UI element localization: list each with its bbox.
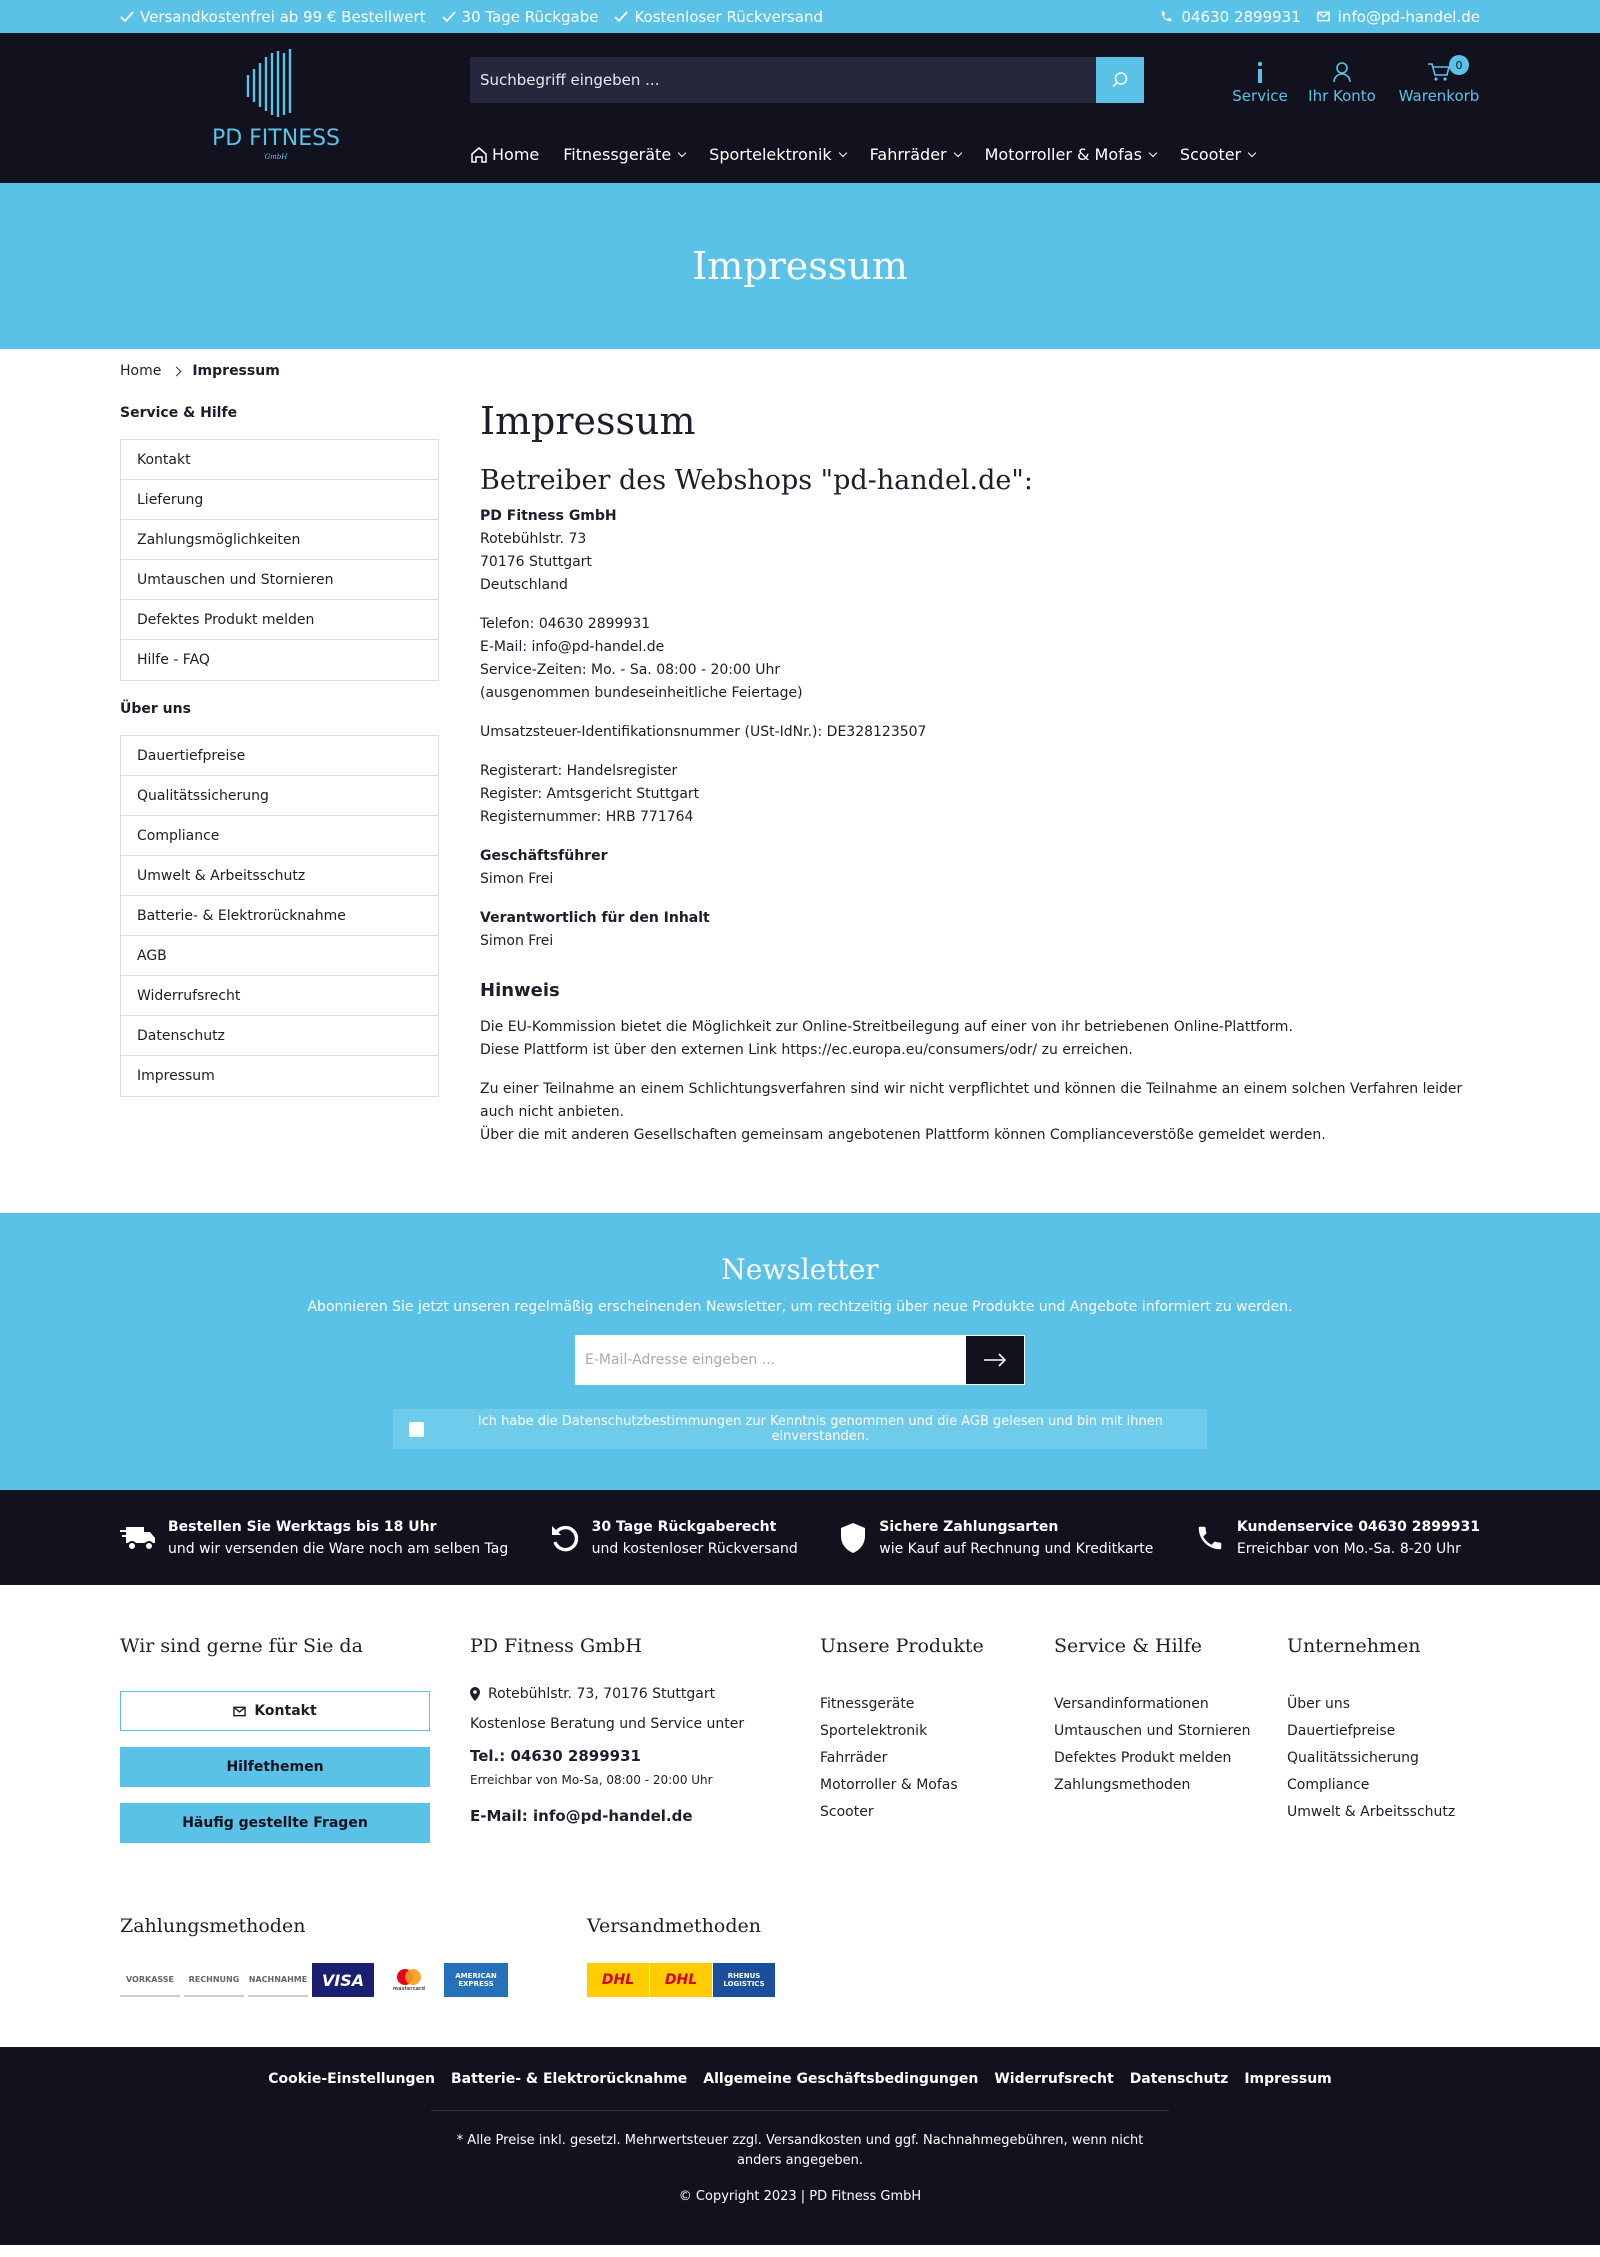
- newsletter-form: [575, 1335, 1025, 1385]
- notice-heading: Hinweis: [480, 980, 560, 1001]
- usp-title: Sichere Zahlungsarten: [879, 1518, 1059, 1535]
- footer-link[interactable]: Über uns: [1287, 1696, 1350, 1712]
- breadcrumb-current: Impressum: [192, 363, 280, 379]
- usp-text: und kostenloser Rückversand: [591, 1540, 798, 1557]
- nav-fitnessgeraete[interactable]: [563, 145, 685, 164]
- address-text: Rotebühlstr. 73, 70176 Stuttgart: [488, 1686, 716, 1702]
- home-icon: [470, 147, 488, 163]
- chevron-down-icon: [1248, 148, 1256, 156]
- search-input[interactable]: [470, 57, 1096, 103]
- legal-links: [0, 2047, 1600, 2087]
- address-block: [480, 505, 1480, 597]
- sidebar-item-datenschutz[interactable]: Datenschutz: [121, 1016, 438, 1056]
- usp-text: Kostenloser Rückversand: [634, 7, 823, 26]
- help-topics-button[interactable]: Hilfethemen: [120, 1747, 430, 1787]
- usp-service: [1195, 1516, 1480, 1560]
- footer-link[interactable]: Scooter: [820, 1804, 874, 1820]
- payment-logo-amex: AMERICAN EXPRESS: [444, 1963, 508, 1997]
- shipping-logo-rhenus: RHENUS LOGISTICS: [713, 1963, 775, 1997]
- register-number: Registernummer: HRB 771764: [480, 809, 694, 825]
- phone-icon: [1195, 1523, 1225, 1553]
- sidebar-list-about: [120, 735, 439, 1097]
- footer-link[interactable]: Umtauschen und Stornieren: [1054, 1723, 1251, 1739]
- register-type: Registerart: Handelsregister: [480, 763, 678, 779]
- sidebar-item-qualitaet[interactable]: Qualitätssicherung: [121, 776, 438, 816]
- usp-return: [442, 8, 599, 26]
- search-button[interactable]: [1096, 57, 1144, 103]
- topbar-email-link[interactable]: [1317, 8, 1480, 26]
- sidebar-item-lieferung[interactable]: Lieferung: [121, 480, 438, 520]
- nav-sportelektronik[interactable]: [709, 145, 846, 164]
- link-imprint[interactable]: Impressum: [1244, 2071, 1332, 2087]
- usp-bar: [0, 1490, 1600, 1585]
- footer-link[interactable]: Umwelt & Arbeitsschutz: [1287, 1804, 1456, 1820]
- logo-sub: GmbH: [264, 153, 288, 161]
- header: [0, 33, 1600, 183]
- user-icon: [1332, 61, 1352, 83]
- payment-logo-mastercard: [378, 1963, 440, 1997]
- footer-help: [120, 1635, 430, 1859]
- phone-icon: [1160, 10, 1173, 23]
- shipping-logo-dhl-nachnahme: DHL: [650, 1963, 712, 1997]
- cart-label: Warenkorb: [1398, 87, 1480, 105]
- nav-label: Motorroller & Mofas: [984, 145, 1142, 164]
- footer-products: [820, 1635, 984, 1826]
- logo[interactable]: [196, 47, 356, 167]
- chevron-down-icon: [1149, 148, 1157, 156]
- responsible-block: [480, 907, 1480, 953]
- mail-icon: [1317, 11, 1330, 22]
- link-terms[interactable]: Allgemeine Geschäftsbedingungen: [703, 2071, 979, 2087]
- sidebar-item-impressum[interactable]: Impressum: [137, 1068, 215, 1084]
- sidebar-item-faq[interactable]: Hilfe - FAQ: [137, 652, 210, 668]
- mastercard-text: mastercard: [392, 1986, 426, 1992]
- newsletter-title: Newsletter: [721, 1253, 879, 1286]
- footer-link[interactable]: Versandinformationen: [1054, 1696, 1209, 1712]
- vat-id: Umsatzsteuer-Identifikationsnummer (USt-IdNr.): DE328123507: [480, 724, 927, 740]
- chevron-down-icon: [953, 148, 961, 156]
- footer-link[interactable]: Qualitätssicherung: [1287, 1750, 1419, 1766]
- responsible-name: Simon Frei: [480, 933, 554, 949]
- cart-icon: [1427, 62, 1451, 82]
- bottom-bar: [0, 2047, 1600, 2245]
- newsletter-section: [0, 1213, 1600, 1490]
- breadcrumb: [120, 363, 280, 379]
- usp-shipping: [120, 1516, 508, 1560]
- sidebar-item-zahlung[interactable]: Zahlungsmöglichkeiten: [121, 520, 438, 560]
- chevron-right-icon: [172, 366, 182, 376]
- payment-logo-visa: VISA: [312, 1963, 374, 1997]
- nav-home[interactable]: [470, 145, 539, 164]
- shipping-logo-dhl-gogreen: DHL: [587, 1963, 649, 1997]
- sidebar-item-umwelt[interactable]: Umwelt & Arbeitsschutz: [121, 856, 438, 896]
- topbar-phone-link[interactable]: [1160, 8, 1300, 26]
- newsletter-submit-button[interactable]: [965, 1335, 1025, 1385]
- notice-paragraph-1: [480, 1016, 1480, 1062]
- copyright: © Copyright 2023 | PD Fitness GmbH: [678, 2189, 922, 2204]
- contact-block: [480, 613, 1480, 705]
- country: Deutschland: [480, 577, 568, 593]
- usp-payment: [839, 1516, 1153, 1560]
- street: Rotebühlstr. 73: [480, 531, 587, 547]
- sidebar: [120, 405, 439, 1117]
- link-battery-return[interactable]: Batterie- & Elektrorücknahme: [451, 2071, 688, 2087]
- nav-label: Fitnessgeräte: [563, 145, 672, 164]
- ceo-name: Simon Frei: [480, 871, 554, 887]
- register-block: [480, 760, 1480, 829]
- payment-logo-vorkasse: VORKASSE: [120, 1963, 180, 1997]
- operator-heading: Betreiber des Webshops "pd-handel.de":: [480, 465, 1033, 496]
- phone-text: Telefon: 04630 2899931: [480, 616, 651, 632]
- notice-text: Die EU-Kommission bietet die Möglichkeit zur Online-Streitbeilegung auf einer von ihr betriebenen Online-Plattform.: [480, 1019, 1293, 1035]
- nav-label: Sportelektronik: [709, 145, 832, 164]
- ceo-block: [480, 845, 1480, 891]
- footer-link[interactable]: Defektes Produkt melden: [1054, 1750, 1232, 1766]
- footer-mail[interactable]: E-Mail: info@pd-handel.de: [470, 1807, 693, 1825]
- search-bar: [470, 57, 1144, 103]
- return-icon: [550, 1523, 580, 1553]
- sidebar-item-kontakt[interactable]: Kontakt: [121, 440, 438, 480]
- footer-link[interactable]: Dauertiefpreise: [1287, 1723, 1396, 1739]
- usp-return: [550, 1516, 798, 1560]
- payment-title: Zahlungsmethoden: [120, 1915, 306, 1937]
- breadcrumb-home[interactable]: Home: [120, 363, 162, 379]
- footer-reach: Erreichbar von Mo-Sa, 08:00 - 20:00 Uhr: [470, 1773, 713, 1787]
- account-label: Ihr Konto: [1308, 87, 1376, 105]
- topbar-email: info@pd-handel.de: [1337, 7, 1480, 26]
- responsible-label: Verantwortlich für den Inhalt: [480, 910, 710, 926]
- sidebar-item-umtauschen[interactable]: Umtauschen und Stornieren: [121, 560, 438, 600]
- usp-free-shipping: [120, 8, 426, 26]
- divider: [431, 2110, 1169, 2111]
- footer-link[interactable]: Sportelektronik: [820, 1723, 928, 1739]
- account-link[interactable]: [1293, 57, 1391, 105]
- check-icon: [120, 11, 134, 23]
- city: 70176 Stuttgart: [480, 554, 592, 570]
- arrow-right-icon: [983, 1353, 1007, 1367]
- newsletter-email-input[interactable]: [575, 1335, 965, 1385]
- sidebar-item-dauertiefpreise[interactable]: Dauertiefpreise: [121, 736, 438, 776]
- usp-title: Bestellen Sie Werktags bis 18 Uhr: [168, 1518, 437, 1535]
- nav-fahrraeder[interactable]: [870, 145, 961, 164]
- footer-service: [1054, 1635, 1250, 1799]
- contact-button[interactable]: [120, 1691, 430, 1731]
- consent-checkbox[interactable]: [409, 1422, 424, 1437]
- link-cookie-settings[interactable]: Cookie-Einstellungen: [268, 2071, 435, 2087]
- usp-free-return: [614, 8, 823, 26]
- usp-title: Kundenservice 04630 2899931: [1236, 1518, 1480, 1535]
- usp-text: und wir versenden die Ware noch am selben Tag: [168, 1540, 509, 1557]
- map-pin-icon: [470, 1687, 480, 1701]
- mastercard-icon: [394, 1968, 424, 1986]
- footer: [120, 1585, 1480, 2047]
- footer-address: [470, 1683, 744, 1705]
- page-title: Impressum: [480, 399, 696, 443]
- notice-paragraph-2: [480, 1078, 1480, 1147]
- topbar: [0, 0, 1600, 33]
- usp-title: 30 Tage Rückgaberecht: [591, 1518, 777, 1535]
- newsletter-consent: [393, 1409, 1207, 1449]
- ceo-label: Geschäftsführer: [480, 848, 608, 864]
- cart-count-badge: 0: [1449, 55, 1469, 75]
- impressum-content: [480, 399, 1480, 1163]
- company-name: PD Fitness GmbH: [480, 508, 617, 524]
- service-label: Service: [1232, 87, 1288, 105]
- hero-title: Impressum: [692, 244, 908, 288]
- topbar-phone: 04630 2899931: [1181, 7, 1301, 26]
- nav-scooter[interactable]: [1180, 145, 1255, 164]
- nav-label: Scooter: [1179, 145, 1242, 164]
- footer-company: [470, 1635, 744, 1827]
- sidebar-heading-service: Service & Hilfe: [120, 405, 238, 421]
- truck-icon: [120, 1524, 156, 1552]
- sidebar-heading-about: Über uns: [120, 701, 191, 717]
- footer-link[interactable]: Fitnessgeräte: [820, 1696, 915, 1712]
- sidebar-item-compliance[interactable]: Compliance: [121, 816, 438, 856]
- consult-text: Kostenlose Beratung und Service unter: [470, 1716, 745, 1732]
- payment-logo-nachnahme: NACHNAHME: [248, 1963, 308, 1997]
- footer-products-title: Unsere Produkte: [820, 1635, 984, 1657]
- usp-text: wie Kauf auf Rechnung und Kreditkarte: [879, 1540, 1154, 1557]
- check-icon: [614, 11, 628, 23]
- main-nav: [470, 145, 1255, 164]
- shipping-methods: [587, 1915, 775, 1997]
- footer-tel[interactable]: Tel.: 04630 2899931: [470, 1747, 641, 1765]
- nav-label: Fahrräder: [869, 145, 947, 164]
- service-link[interactable]: [1227, 57, 1293, 105]
- notice-text: Zu einer Teilnahme an einem Schlichtungsverfahren sind wir nicht verpflichtet und können die Teilnahme an einem solchen Verfahren leider auch nicht anbieten.: [480, 1081, 1463, 1120]
- page-hero: [0, 183, 1600, 349]
- usp-text: Versandkostenfrei ab 99 € Bestellwert: [140, 7, 426, 26]
- nav-motorroller[interactable]: [985, 145, 1156, 164]
- info-icon: [1255, 61, 1265, 83]
- email-text: E-Mail: info@pd-handel.de: [480, 639, 665, 655]
- holidays-note: (ausgenommen bundeseinheitliche Feiertage): [480, 685, 803, 701]
- nav-label: Home: [492, 145, 540, 164]
- footer-link[interactable]: Motorroller & Mofas: [820, 1777, 958, 1793]
- footer-company-title: PD Fitness GmbH: [470, 1635, 642, 1657]
- contact-button-label: Kontakt: [254, 1703, 317, 1719]
- footer-company-links: [1287, 1635, 1455, 1826]
- sidebar-list-service: [120, 439, 439, 681]
- footer-link[interactable]: Zahlungsmethoden: [1054, 1777, 1191, 1793]
- search-icon: [1111, 71, 1129, 89]
- price-note: * Alle Preise inkl. gesetzl. Mehrwertsteuer zzgl. Versandkosten und ggf. Nachnahmegebühren, wenn nicht anders angegeben.: [456, 2133, 1144, 2168]
- main-content: [120, 349, 1480, 1213]
- sidebar-item-agb[interactable]: AGB: [121, 936, 438, 976]
- notice-text: Diese Plattform ist über den externen Link https://ec.europa.eu/consumers/odr/ zu erreichen.: [480, 1042, 1133, 1058]
- newsletter-subtitle: Abonnieren Sie jetzt unseren regelmäßig erscheinenden Newsletter, um rechtzeitig über neue Produkte und Angebote informiert zu werden.: [307, 1299, 1293, 1315]
- payment-methods: [120, 1915, 508, 1997]
- usp-text: Erreichbar von Mo.-Sa. 8-20 Uhr: [1236, 1540, 1461, 1557]
- consent-text: Ich habe die Datenschutzbestimmungen zur Kenntnis genommen und die AGB gelesen und bin mit ihnen einverstanden.: [477, 1414, 1163, 1444]
- footer-company-links-title: Unternehmen: [1287, 1635, 1421, 1657]
- sidebar-item-defekt[interactable]: Defektes Produkt melden: [121, 600, 438, 640]
- payment-logo-rechnung: RECHNUNG: [184, 1963, 244, 1997]
- check-icon: [442, 11, 456, 23]
- mail-icon: [233, 1706, 246, 1717]
- footer-link[interactable]: Fahrräder: [820, 1750, 888, 1766]
- link-privacy[interactable]: Datenschutz: [1129, 2071, 1229, 2087]
- footer-service-title: Service & Hilfe: [1054, 1635, 1203, 1657]
- sidebar-item-widerruf[interactable]: Widerrufsrecht: [121, 976, 438, 1016]
- faq-button[interactable]: Häufig gestellte Fragen: [120, 1803, 430, 1843]
- logo-text: PD FITNESS: [211, 126, 341, 151]
- notice-text: Über die mit anderen Gesellschaften gemeinsam angebotenen Plattform können Complianceverstöße gemeldet werden.: [480, 1127, 1326, 1143]
- usp-text: 30 Tage Rückgabe: [461, 7, 599, 26]
- logo-mark: [196, 47, 356, 167]
- footer-help-title: Wir sind gerne für Sie da: [120, 1635, 363, 1657]
- shipping-title: Versandmethoden: [587, 1915, 761, 1937]
- link-withdrawal[interactable]: Widerrufsrecht: [994, 2071, 1114, 2087]
- register-court: Register: Amtsgericht Stuttgart: [480, 786, 700, 802]
- footer-link[interactable]: Compliance: [1287, 1777, 1370, 1793]
- chevron-down-icon: [678, 148, 686, 156]
- service-hours: Service-Zeiten: Mo. - Sa. 08:00 - 20:00 Uhr: [480, 662, 781, 678]
- cart-link[interactable]: [1391, 57, 1487, 105]
- shield-icon: [839, 1522, 867, 1554]
- sidebar-item-batterie[interactable]: Batterie- & Elektrorücknahme: [121, 896, 438, 936]
- chevron-down-icon: [838, 148, 846, 156]
